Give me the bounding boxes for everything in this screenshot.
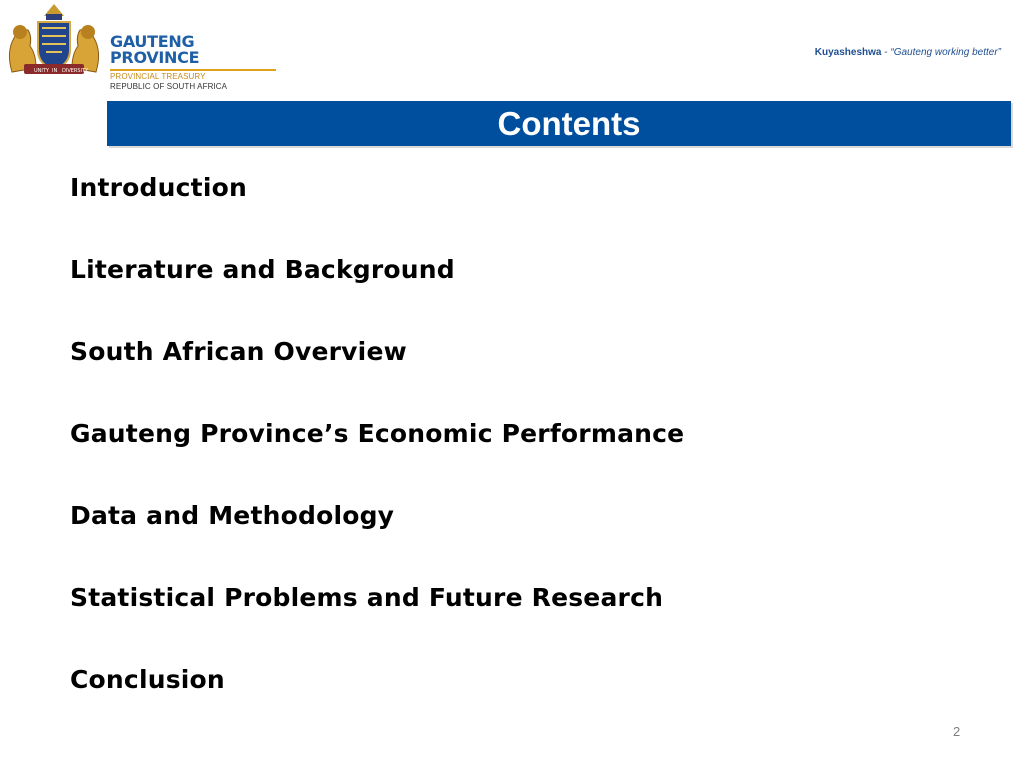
- slogan: [815, 47, 1001, 58]
- slogan-separator: -: [881, 47, 891, 58]
- slide-title: Contents: [497, 105, 641, 142]
- department-name: PROVINCIAL TREASURY: [110, 72, 206, 81]
- crest-motto-right: DIVERSITY: [62, 68, 89, 74]
- org-name: GAUTENG PROVINCE: [110, 34, 276, 71]
- slogan-quote: “Gauteng working better”: [890, 47, 1001, 58]
- slogan-name: Kuyasheshwa: [814, 47, 882, 58]
- contents-item: Literature and Background: [70, 255, 455, 284]
- page-number: 2: [953, 724, 961, 739]
- country-name: REPUBLIC OF SOUTH AFRICA: [110, 82, 228, 91]
- contents-item: Conclusion: [70, 665, 225, 694]
- coat-of-arms-logo: [2, 2, 106, 78]
- contents-item: Introduction: [70, 173, 247, 202]
- contents-item: Data and Methodology: [70, 501, 395, 530]
- org-identity: [110, 34, 276, 91]
- contents-item: South African Overview: [70, 337, 407, 366]
- contents-item: Gauteng Province’s Economic Performance: [70, 419, 685, 448]
- crest-motto-left: UNITY: [34, 68, 49, 74]
- contents-item: Statistical Problems and Future Research: [70, 583, 664, 612]
- title-bar: [107, 101, 1011, 146]
- contents-list: [70, 168, 684, 742]
- crest-motto-center: IN: [52, 68, 58, 74]
